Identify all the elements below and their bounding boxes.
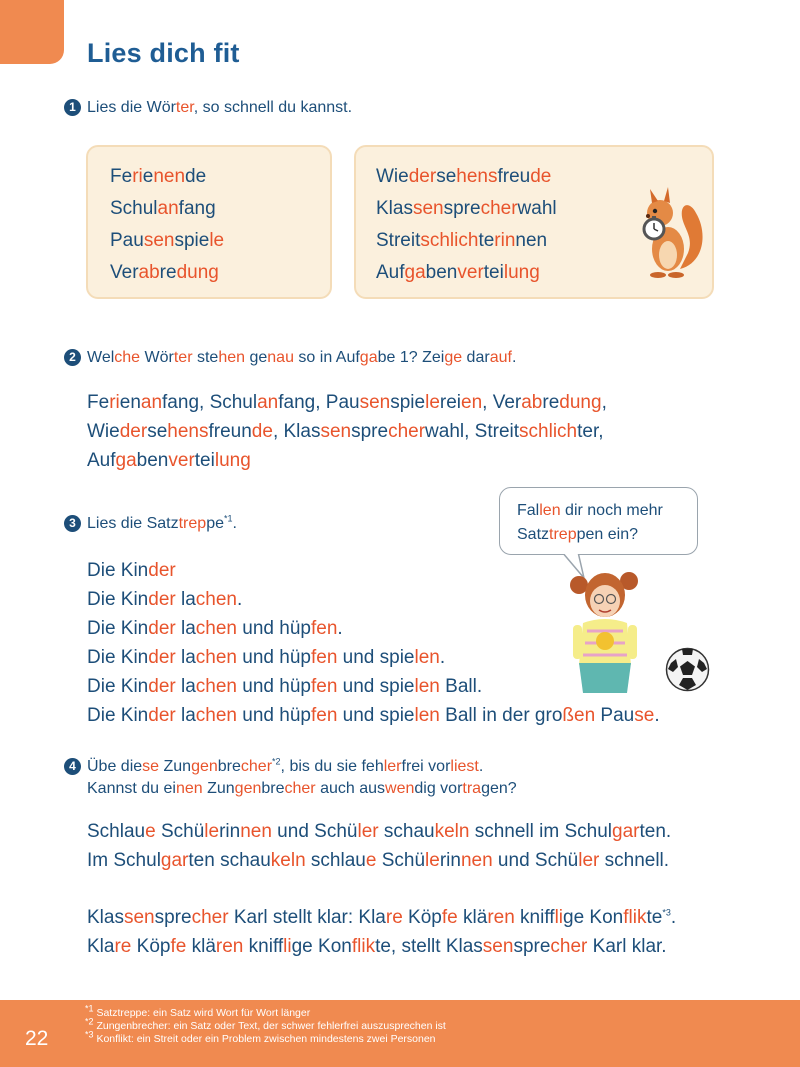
syllable: Karl klar. <box>587 936 667 957</box>
syllable: Pau <box>595 705 635 726</box>
syllable: Schü <box>155 821 205 842</box>
syllable-highlight: lung <box>214 450 251 471</box>
syllable: en <box>119 392 141 413</box>
syllable: und hüp <box>237 705 311 726</box>
syllable: , <box>601 392 607 413</box>
syllable: Klas <box>376 198 413 219</box>
syllable: , Klas <box>272 421 321 442</box>
syllable: la <box>175 647 196 668</box>
syllable: Lies die Wör <box>87 99 176 116</box>
syllable: ge <box>245 349 268 366</box>
syllable-highlight: re <box>114 936 132 957</box>
word-box-left <box>86 145 332 299</box>
syllable: ste <box>192 349 219 366</box>
syllable: schlau <box>305 850 366 871</box>
syllable: Kannst du ei <box>87 780 176 797</box>
syllable-highlight: dung <box>559 392 602 413</box>
syllable-highlight: sen <box>412 198 444 219</box>
syllable-highlight: der <box>148 647 176 668</box>
syllable: Satz <box>517 526 550 543</box>
text-line <box>110 161 330 193</box>
syllable: schnell im Schul <box>469 821 613 842</box>
syllable: spie <box>174 230 210 251</box>
syllable: freun <box>208 421 252 442</box>
syllable: re <box>542 392 560 413</box>
syllable: rei <box>439 392 462 413</box>
syllable-highlight: fen <box>310 676 338 697</box>
syllable: kniff <box>514 907 555 928</box>
syllable-highlight: e <box>145 821 156 842</box>
syllable-highlight: rin <box>494 230 516 251</box>
syllable: und spie <box>337 676 415 697</box>
syllable: Fe <box>110 166 133 187</box>
syllable: bre <box>261 780 285 797</box>
syllable: und spie <box>337 647 415 668</box>
syllable-highlight: de <box>530 166 552 187</box>
syllable-highlight: ga <box>359 349 378 366</box>
syllable-highlight: ab <box>521 392 543 413</box>
syllable: Die Kin <box>87 618 149 639</box>
syllable-highlight: ga <box>404 262 426 283</box>
task-number: 2 <box>64 349 81 366</box>
syllable-highlight: le <box>209 230 225 251</box>
syllable-highlight: fen <box>310 647 338 668</box>
word-box-right <box>354 145 714 299</box>
syllable: dir noch mehr <box>560 502 663 519</box>
syllable-highlight: dung <box>176 262 219 283</box>
syllable: fang, Schul <box>162 392 258 413</box>
task-number: 3 <box>64 515 81 532</box>
syllable: und hüp <box>237 618 311 639</box>
syllable: ben <box>425 262 458 283</box>
syllable: Die Kin <box>87 705 149 726</box>
syllable: Die Kin <box>87 560 149 581</box>
syllable-highlight: sen <box>143 230 175 251</box>
syllable-highlight: len <box>414 705 440 726</box>
syllable: Wie <box>87 421 120 442</box>
syllable: und Schü <box>271 821 358 842</box>
syllable-highlight: re <box>385 907 403 928</box>
syllable: . <box>337 618 343 639</box>
syllable: nen <box>515 230 548 251</box>
syllable-highlight: der <box>148 618 176 639</box>
syllable-highlight: cher <box>550 936 588 957</box>
syllable-highlight: tra <box>462 780 482 797</box>
syllable-highlight: lung <box>503 262 540 283</box>
syllable: tei <box>194 450 215 471</box>
syllable-highlight: gar <box>160 850 189 871</box>
syllable-highlight: trep <box>549 526 577 543</box>
syllable: Wie <box>376 166 409 187</box>
syllable-highlight: an <box>157 198 179 219</box>
text-line <box>87 817 671 846</box>
syllable-highlight: der <box>148 705 176 726</box>
syllable-highlight: ler <box>357 821 379 842</box>
syllable: frei vor <box>401 758 451 775</box>
syllable-highlight: ter <box>175 99 194 116</box>
syllable: wahl <box>517 198 557 219</box>
syllable: pe <box>206 515 224 532</box>
syllable: Wel <box>87 349 115 366</box>
task-2-instruction <box>64 349 516 367</box>
syllable-highlight: len <box>414 647 440 668</box>
syllable: ten. <box>639 821 672 842</box>
syllable: la <box>175 589 196 610</box>
syllable-highlight: ver <box>168 450 195 471</box>
syllable: Die Kin <box>87 647 149 668</box>
syllable-highlight: an <box>257 392 279 413</box>
syllable-highlight: ren <box>215 936 244 957</box>
syllable: fang, Pau <box>278 392 360 413</box>
syllable: tei <box>483 262 504 283</box>
text-line <box>87 846 671 875</box>
task-4-instruction-line-2 <box>87 780 517 798</box>
syllable-highlight: der <box>119 421 148 442</box>
syllable-highlight: se <box>142 758 160 775</box>
tongue-twister-1 <box>87 817 671 875</box>
syllable: rin <box>219 821 241 842</box>
syllable-highlight: flik <box>351 936 376 957</box>
syllable: , bis du sie feh <box>280 758 384 775</box>
syllable: ge Kon <box>291 936 352 957</box>
syllable: ter, <box>577 421 604 442</box>
syllable: gen? <box>481 780 517 797</box>
syllable: se <box>436 166 457 187</box>
syllable-highlight: chen <box>195 705 237 726</box>
syllable: . <box>511 349 517 366</box>
syllable-highlight: ren <box>487 907 515 928</box>
syllable: . <box>439 647 446 668</box>
syllable-highlight: le <box>425 850 440 871</box>
syllable: und hüp <box>237 647 311 668</box>
syllable: Zun <box>159 758 192 775</box>
syllable-highlight: trep <box>178 515 207 532</box>
syllable-highlight: schlich <box>420 230 479 251</box>
syllable: dar <box>462 349 490 366</box>
syllable: schau <box>378 821 435 842</box>
text-line <box>110 225 330 257</box>
syllable: rin <box>439 850 461 871</box>
footnotes <box>85 1003 446 1046</box>
syllable-highlight: chen <box>195 647 237 668</box>
syllable-highlight: ßen <box>562 705 596 726</box>
syllable-highlight: se <box>634 705 655 726</box>
task-1-instruction <box>64 99 352 117</box>
syllable-highlight: ver <box>457 262 484 283</box>
task-4-instruction <box>64 758 517 798</box>
syllable-highlight: che <box>114 349 141 366</box>
syllable: Ball. <box>439 676 483 697</box>
syllable: schnell. <box>599 850 670 871</box>
syllable: Die Kin <box>87 676 149 697</box>
syllable-highlight: cher <box>480 198 518 219</box>
syllable: Pau <box>110 230 144 251</box>
text-line <box>87 388 607 417</box>
syllable: Schlau <box>87 821 146 842</box>
footnote-2: $^{*2}$ Zungenbrecher: ein Satz oder Text, der schwer fehlerfrei auszusprechen ist <box>85 1016 446 1032</box>
syllable-highlight: schlich <box>519 421 578 442</box>
syllable-highlight: nen <box>460 850 493 871</box>
syllable: la <box>175 618 196 639</box>
syllable: spre <box>351 421 389 442</box>
syllable-highlight: chen <box>195 589 237 610</box>
syllable-highlight: auf <box>489 349 512 366</box>
syllable-highlight: der <box>148 560 176 581</box>
syllable: fang <box>178 198 216 219</box>
period: . <box>232 515 237 532</box>
syllable: Auf <box>376 262 405 283</box>
text-line <box>110 193 330 225</box>
syllable-highlight: li <box>283 936 292 957</box>
syllable: Schü <box>376 850 426 871</box>
syllable: te, stellt Klas <box>375 936 483 957</box>
syllable-highlight: len <box>414 676 440 697</box>
syllable: dig vor <box>414 780 463 797</box>
syllable: und spie <box>337 705 415 726</box>
tongue-twister-2 <box>87 903 676 961</box>
syllable: und Schü <box>492 850 579 871</box>
syllable: Im Schul <box>87 850 161 871</box>
syllable: Die Kin <box>87 589 149 610</box>
syllable: Karl stellt klar: Kla <box>228 907 386 928</box>
syllable: la <box>175 705 196 726</box>
girl-illustration-icon <box>565 565 645 695</box>
syllable-highlight: der <box>408 166 437 187</box>
syllable: be 1? Zei <box>377 349 445 366</box>
text-line <box>87 446 607 475</box>
word-list-paragraph <box>87 388 607 475</box>
page-number: 22 <box>25 1027 49 1050</box>
syllable: Auf <box>87 450 116 471</box>
syllable-highlight: en <box>461 392 483 413</box>
syllable: spre <box>154 907 192 928</box>
syllable-highlight: ge <box>444 349 463 366</box>
footnote-1: $^{*1}$ Satztreppe: ein Satz wird Wort für Wort länger <box>85 1003 311 1019</box>
syllable-highlight: hens <box>456 166 498 187</box>
syllable: Zun <box>202 780 235 797</box>
syllable-highlight: le <box>204 821 220 842</box>
syllable-highlight: le <box>425 392 440 413</box>
syllable-highlight: ga <box>115 450 137 471</box>
syllable: e <box>142 166 154 187</box>
syllable: freu <box>497 166 531 187</box>
syllable: Fal <box>517 502 540 519</box>
task-number: 4 <box>64 758 81 775</box>
syllable-highlight: keln <box>270 850 306 871</box>
syllable-highlight: der <box>148 589 176 610</box>
syllable-highlight: fen <box>310 618 338 639</box>
text-line <box>110 257 330 289</box>
syllable-highlight: nau <box>267 349 294 366</box>
syllable: te <box>478 230 495 251</box>
syllable-highlight: nen <box>240 821 272 842</box>
syllable-highlight: gen <box>234 780 262 797</box>
syllable: Schul <box>110 198 158 219</box>
syllable-highlight: li <box>554 907 564 928</box>
syllable-highlight: nen <box>153 166 186 187</box>
syllable: auch aus <box>315 780 386 797</box>
syllable: Fe <box>87 392 110 413</box>
syllable-highlight: sen <box>482 936 514 957</box>
syllable-highlight: der <box>148 676 176 697</box>
syllable: spre <box>443 198 481 219</box>
syllable: spre <box>513 936 551 957</box>
syllable: bre <box>217 758 241 775</box>
footnote-ref: *3 <box>662 907 671 918</box>
syllable: , Ver <box>482 392 522 413</box>
syllable: ge Kon <box>563 907 624 928</box>
bubble-text <box>517 499 697 547</box>
text-line <box>517 499 697 523</box>
task-3-instruction <box>64 515 237 533</box>
syllable-highlight: cher <box>284 780 316 797</box>
syllable-highlight: sen <box>359 392 391 413</box>
syllable-highlight: ler <box>578 850 600 871</box>
syllable: , so schnell du kannst. <box>193 99 353 116</box>
footnote-3: $^{*3}$ Konflikt: ein Streit oder ein Problem zwischen mindestens zwei Personen <box>85 1029 436 1045</box>
syllable: de <box>185 166 207 187</box>
syllable: Köp <box>131 936 171 957</box>
footnote-ref: *2 <box>272 756 281 767</box>
syllable-highlight: flik <box>623 907 647 928</box>
task-number: 1 <box>64 99 81 116</box>
syllable-highlight: ler <box>383 758 402 775</box>
syllable: ben <box>136 450 169 471</box>
syllable: so in Auf <box>293 349 360 366</box>
syllable: pen ein? <box>576 526 638 543</box>
syllable-highlight: fen <box>310 705 338 726</box>
syllable-highlight: ri <box>109 392 120 413</box>
syllable: und hüp <box>237 676 311 697</box>
syllable: kniff <box>243 936 284 957</box>
syllable-highlight: an <box>140 392 163 413</box>
syllable: klä <box>457 907 488 928</box>
syllable-highlight: chen <box>195 676 237 697</box>
syllable: klä <box>186 936 216 957</box>
syllable-highlight: gar <box>612 821 640 842</box>
syllable: Ver <box>110 262 139 283</box>
syllable-highlight: liest <box>450 758 479 775</box>
syllable-highlight: cher <box>191 907 229 928</box>
speech-bubble <box>499 487 698 555</box>
squirrel-with-stopwatch-icon <box>634 183 706 279</box>
syllable: Streit <box>376 230 421 251</box>
syllable-highlight: e <box>365 850 377 871</box>
syllable: . <box>478 758 484 775</box>
syllable-highlight: nen <box>175 780 203 797</box>
syllable-highlight: gen <box>191 758 218 775</box>
syllable-highlight: chen <box>195 618 237 639</box>
syllable-highlight: de <box>251 421 273 442</box>
syllable: Köp <box>402 907 442 928</box>
corner-tab <box>0 0 64 64</box>
syllable-highlight: wen <box>385 780 415 797</box>
text-line <box>517 523 697 547</box>
syllable: se <box>147 421 168 442</box>
syllable-highlight: hen <box>218 349 246 366</box>
period: . <box>670 907 677 928</box>
syllable-highlight: ab <box>138 262 160 283</box>
page-title: Lies dich fit <box>87 38 240 68</box>
syllable-highlight: cher <box>240 758 273 775</box>
syllable-highlight: fe <box>170 936 187 957</box>
syllable: Lies die Satz <box>87 515 179 532</box>
syllable: te <box>646 907 663 928</box>
text-line <box>87 701 660 730</box>
soccer-ball-icon <box>665 647 710 692</box>
syllable-highlight: keln <box>434 821 470 842</box>
syllable-highlight: ter <box>173 349 193 366</box>
syllable: spie <box>390 392 426 413</box>
syllable: re <box>159 262 177 283</box>
syllable-highlight: sen <box>123 907 155 928</box>
word-list <box>110 161 330 289</box>
syllable-highlight: fe <box>441 907 458 928</box>
syllable-highlight: sen <box>320 421 352 442</box>
text-line <box>87 417 607 446</box>
syllable-highlight: cher <box>388 421 426 442</box>
syllable-highlight: ri <box>132 166 143 187</box>
syllable: Kla <box>87 936 115 957</box>
syllable: ten schau <box>188 850 271 871</box>
syllable: . <box>237 589 243 610</box>
footnote-ref: *1 <box>223 513 233 524</box>
syllable: Übe die <box>87 758 143 775</box>
syllable: Klas <box>87 907 124 928</box>
syllable: . <box>654 705 660 726</box>
syllable: Ball in der gro <box>439 705 563 726</box>
syllable-highlight: hens <box>167 421 209 442</box>
syllable: la <box>175 676 196 697</box>
syllable: wahl, Streit <box>425 421 520 442</box>
syllable: Wör <box>140 349 174 366</box>
syllable-highlight: len <box>539 502 561 519</box>
